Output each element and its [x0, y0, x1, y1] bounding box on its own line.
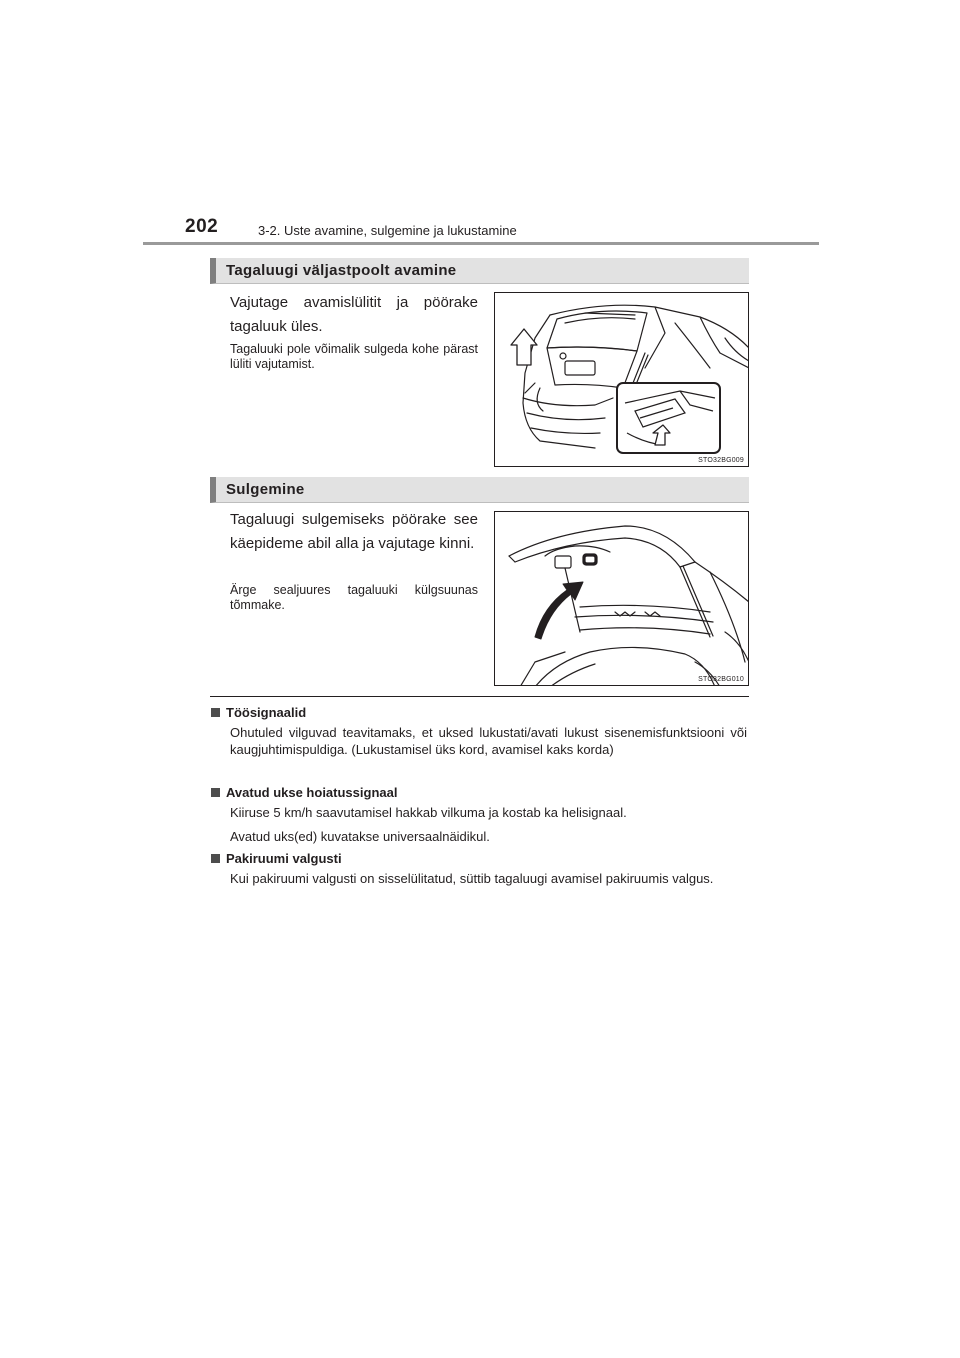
figure-code: STO32BG010 — [698, 676, 744, 683]
info-text: Avatud uks(ed) kuvatakse universaalnäidikul. — [230, 829, 490, 844]
step-instruction-close: Tagaluugi sulgemiseks pöörake see käepideme abil alla ja vajutage kinni. — [230, 511, 478, 552]
section-title: Sulgemine — [226, 481, 305, 498]
step-instruction-open: Vajutage avamislülitit ja pöörake tagaluuk üles. — [230, 294, 478, 335]
step-note-close: Ärge sealjuures tagaluuki külgsuunas tõmmake. — [230, 583, 478, 612]
section-title: Tagaluugi väljastpoolt avamine — [226, 262, 457, 279]
inset-detail — [617, 383, 720, 453]
info-text: Kui pakiruumi valgusti on sisselülitatud, süttib tagaluugi avamisel pakiruumis valgus. — [230, 871, 714, 886]
header-divider — [143, 242, 819, 245]
figure-open-tailgate — [494, 292, 749, 467]
section-heading-close — [210, 477, 749, 503]
section-heading-open — [210, 258, 749, 284]
info-heading: Avatud ukse hoiatussignaal — [226, 785, 398, 800]
chapter-title: 3-2. Uste avamine, sulgemine ja lukustamine — [258, 223, 517, 238]
info-item — [211, 850, 747, 887]
info-item — [211, 704, 747, 758]
info-text: Kiiruse 5 km/h saavutamisel hakkab vilkuma ja kostab ka helisignaal. — [230, 805, 627, 820]
tailgate-close-illustration — [495, 512, 749, 686]
info-text: Ohutuled vilguvad teavitamaks, et uksed lukustati/avati lukust sisenemisfunktsiooni või kaugjuhtimispuldiga. (Lukustamisel üks kord, avamisel kaks korda) — [230, 725, 747, 757]
page-number: 202 — [185, 216, 219, 237]
square-bullet-icon — [211, 708, 220, 717]
info-item — [211, 784, 747, 845]
step-note-open: Tagaluuki pole võimalik sulgeda kohe pärast lüliti vajutamist. — [230, 342, 478, 371]
info-heading: Töösignaalid — [226, 705, 307, 720]
info-divider — [210, 696, 749, 697]
square-bullet-icon — [211, 788, 220, 797]
info-heading: Pakiruumi valgusti — [226, 851, 342, 866]
figure-close-tailgate — [494, 511, 749, 686]
tailgate-open-illustration — [495, 293, 749, 467]
square-bullet-icon — [211, 854, 220, 863]
figure-code: STO32BG009 — [698, 457, 744, 464]
